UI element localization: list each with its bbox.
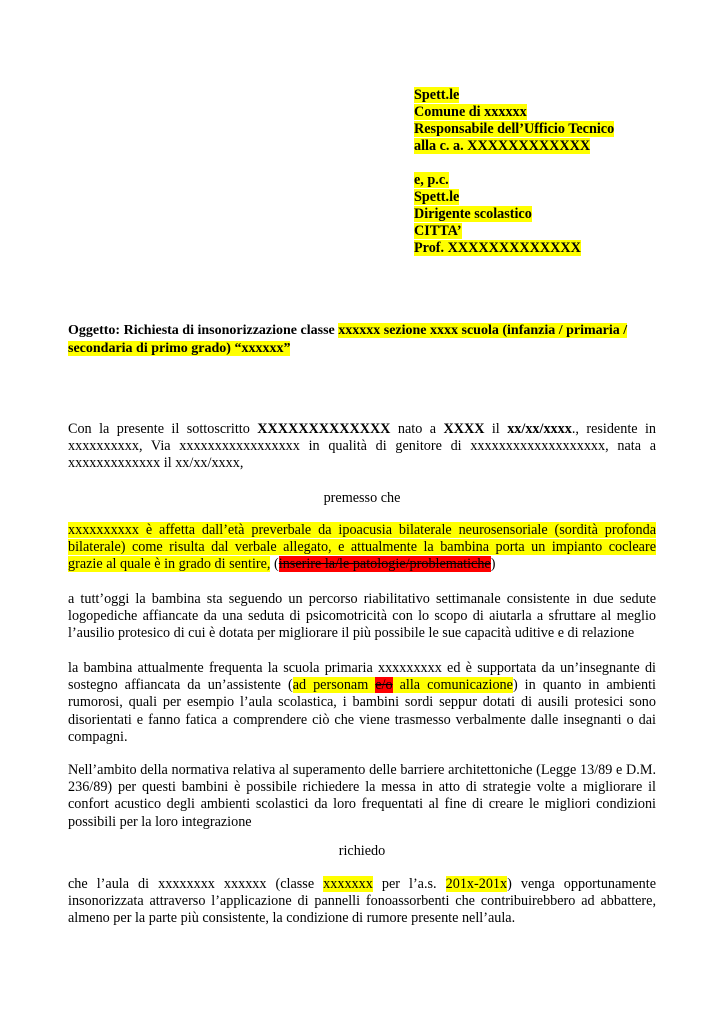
school-highlight-1: ad personam bbox=[292, 677, 376, 694]
recipient-line-2: Comune di xxxxxx bbox=[414, 104, 527, 120]
request-text-2: per l’a.s. bbox=[372, 876, 446, 892]
diagnosis-paren-close: ) bbox=[490, 556, 496, 573]
school-text-2: ) in quanto in ambienti rumorosi, quali per esempio l’aula scolastica, i bambini sordi seppur dotati di ausili protesici sono disorientati e fanno fatica a comprendere ciò che viene trasmesso verbalmente dalle insegnanti o dai compagni. bbox=[68, 677, 656, 745]
intro-text-2: nato a bbox=[390, 421, 444, 437]
cc-address bbox=[414, 172, 581, 257]
diagnosis-highlight: xxxxxxxxxx è affetta dall’età preverbale da ipoacusia bilaterale neurosensoriale (sordità profonda bilaterale) come risulta dal verbale allegato, e attualmente la bambina porta un impianto cocleare grazie al quale è in grado di sentire, bbox=[68, 522, 656, 573]
cc-line-3: Dirigente scolastico bbox=[414, 206, 532, 222]
paragraph-therapy: a tutt’oggi la bambina sta seguendo un percorso riabilitativo settimanale consistente in due sedute logopediche affiancate da una seduta di psicomotricità con lo scopo di aiutarla a sfruttare al meglio l’ausilio protesico di cui è dotata per migliorare il più possibile le sue capacità uditive e di relazione bbox=[68, 591, 656, 642]
intro-paragraph bbox=[68, 421, 656, 473]
school-highlight-2: alla comunicazione bbox=[392, 677, 513, 694]
paragraph-school bbox=[68, 660, 656, 746]
subject-highlight: xxxxxx sezione xxxx scuola (infanzia / primaria / secondaria di primo grado) “xxxxxx” bbox=[68, 323, 628, 356]
intro-text-1: Con la presente il sottoscritto bbox=[68, 421, 258, 437]
cc-line-1: e, p.c. bbox=[414, 172, 449, 188]
request-text-3: ) venga opportunamente insonorizzata attraverso l’applicazione di pannelli fonoassorbenti che contribuirebbero ad abbattere, almeno per la parte più consistente, la condizione di rumore presente nell’aula. bbox=[68, 876, 656, 927]
intro-date: xx/xx/xxxx bbox=[507, 421, 572, 437]
school-text-1: la bambina attualmente frequenta la scuola primaria xxxxxxxxx ed è supportata da un’insegnante di sostegno affiancata da un’assistente ( bbox=[68, 660, 656, 694]
intro-name: XXXXXXXXXXXXX bbox=[257, 421, 391, 437]
intro-text-3: il bbox=[484, 421, 508, 437]
cc-line-4: CITTA’ bbox=[414, 223, 462, 239]
intro-text-4: ., residente in xxxxxxxxxx, Via xxxxxxxxxxxxxxxxx in qualità di genitore di xxxxxxxxxxxxxxxxxxx, nata a xxxxxxxxxxxxx il xx/xx/xxxx, bbox=[68, 421, 657, 472]
paragraph-request bbox=[68, 876, 656, 928]
request-highlight-year: 201x-201x bbox=[445, 876, 508, 892]
request-highlight-class: xxxxxxx bbox=[323, 876, 373, 892]
cc-line-2: Spett.le bbox=[414, 189, 460, 205]
recipient-line-1: Spett.le bbox=[414, 87, 460, 103]
recipient-line-4: alla c. a. XXXXXXXXXXXX bbox=[414, 138, 591, 154]
diagnosis-paren-open: ( bbox=[270, 556, 279, 573]
request-text-1: che l’aula di xxxxxxxx xxxxxx (classe bbox=[68, 876, 324, 892]
richiedo-heading: richiedo bbox=[338, 843, 386, 859]
cc-line-5: Prof. XXXXXXXXXXXXX bbox=[414, 240, 581, 256]
recipient-address bbox=[414, 87, 614, 155]
intro-place: XXXX bbox=[443, 421, 485, 437]
recipient-line-3: Responsabile dell’Ufficio Tecnico bbox=[414, 121, 615, 137]
paragraph-diagnosis bbox=[68, 522, 656, 574]
subject-line bbox=[68, 322, 658, 357]
paragraph-regulation: Nell’ambito della normativa relativa al superamento delle barriere architettoniche (Legge 13/89 e D.M. 236/89) per questi bambini è possibile richiedere la messa in atto di strategie volte a migliorare il confort acustico degli ambienti scolastici da loro frequentati al fine di creare le migliori condizioni possibili per la loro integrazione bbox=[68, 762, 656, 830]
premesso-heading: premesso che bbox=[323, 490, 401, 506]
subject-prefix: Oggetto: Richiesta di insonorizzazione classe bbox=[68, 323, 339, 338]
school-red-placeholder: e/o bbox=[375, 677, 393, 694]
diagnosis-placeholder: inserire la/le patologie/problematiche bbox=[278, 556, 491, 573]
